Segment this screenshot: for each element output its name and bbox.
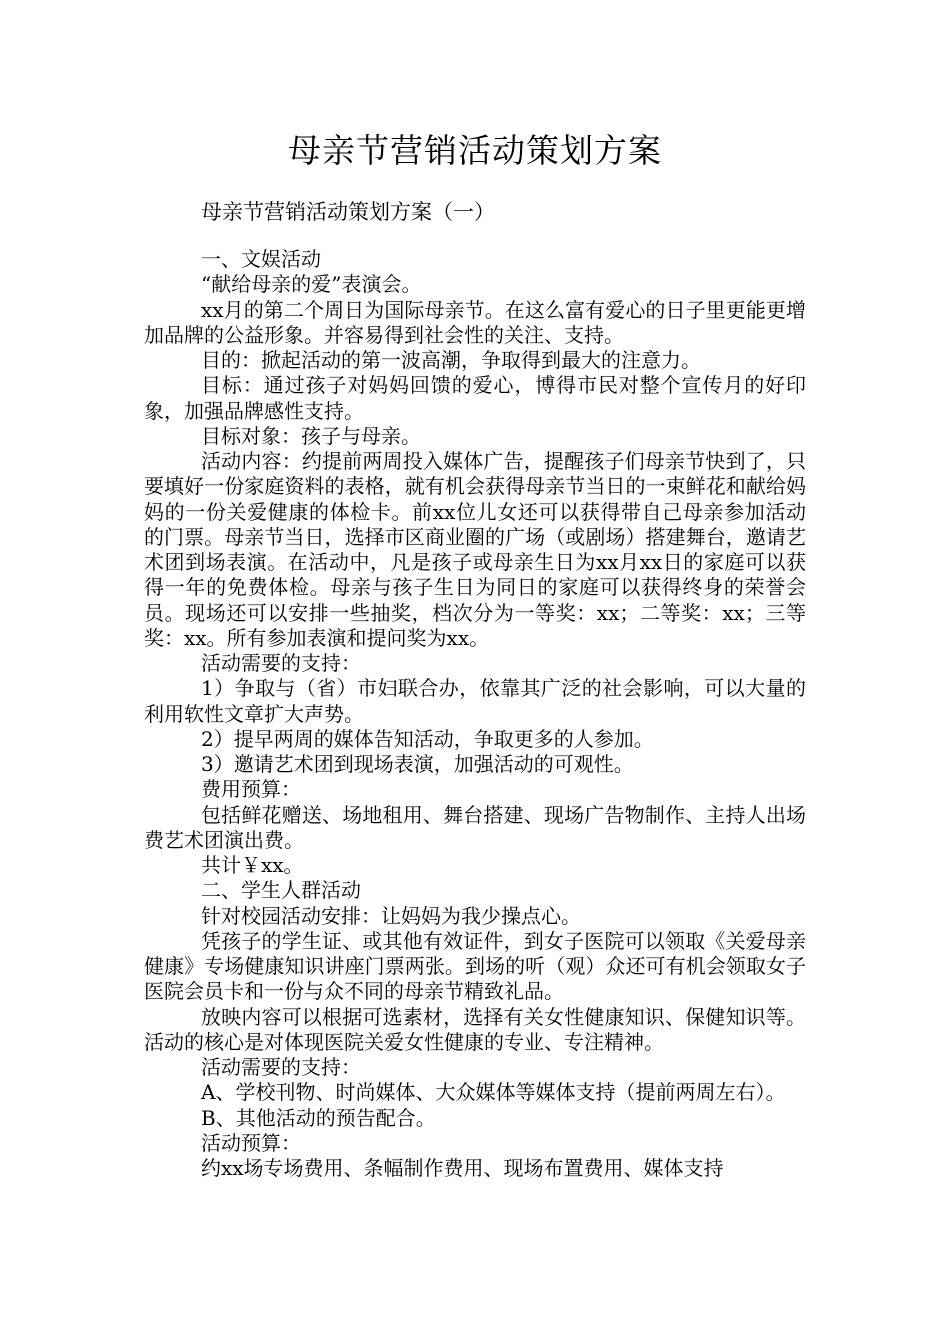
paragraph: xx月的第二个周日为国际母亲节。在这么富有爱心的日子里更能更增加品牌的公益形象。并容易得到社会性的关注、支持。 [144,297,806,347]
paragraph: 凭孩子的学生证、或其他有效证件，到女子医院可以领取《关爱母亲健康》专场健康知识讲座门票两张。到场的听（观）众还可有机会领取女子医院会员卡和一份与众不同的母亲节精致礼品。 [144,928,806,1004]
paragraph: 活动预算： [201,1130,301,1155]
paragraph: 共计￥xx。 [201,853,304,877]
paragraph: 3）邀请艺术团到现场表演，加强活动的可观性。 [201,752,634,776]
document-body [144,247,806,1181]
paragraph: 目的：掀起活动的第一波高潮，争取得到最大的注意力。 [201,348,701,372]
paragraph: 1）争取与（省）市妇联合办，依靠其广泛的社会影响，可以大量的利用软性文章扩大声势。 [144,676,806,726]
section-heading-students: 二、学生人群活动 [201,878,361,903]
paragraph: A、学校刊物、时尚媒体、大众媒体等媒体支持（提前两周左右）。 [201,1080,786,1105]
paragraph: 目标对象：孩子与母亲。 [201,423,421,448]
paragraph: 针对校园活动安排：让妈妈为我少操点心。 [201,903,581,928]
paragraph: 约xx场专场费用、条幅制作费用、现场布置费用、媒体支持 [201,1156,724,1180]
paragraph: 活动需要的支持： [201,1055,361,1079]
paragraph: 活动内容：约提前两周投入媒体广告，提醒孩子们母亲节快到了，只要填好一份家庭资料的表格，就有机会获得母亲节当日的一束鲜花和献给妈妈的一份关爱健康的体检卡。前xx位儿女还可以获得带自己母亲参加活动的门票。母亲节当日，选择市区商业圈的广场（或剧场）搭建舞台，邀请艺术团到场表演。在活动中，凡是孩子或母亲生日为xx月xx日的家庭可以获得一年的免费体检。母亲与孩子生日为同日的家庭可以获得终身的荣誉会员。现场还可以安排一些抽奖，档次分为一等奖：xx；二等奖：xx；三等奖：xx。所有参加表演和提问奖为xx。 [144,449,806,650]
document-subtitle: 母亲节营销活动策划方案（一） [201,200,495,224]
paragraph: 包括鲜花赠送、场地租用、舞台搭建、现场广告物制作、主持人出场费艺术团演出费。 [144,802,806,852]
paragraph: 活动需要的支持： [201,651,361,675]
paragraph: 费用预算： [201,777,301,802]
paragraph: 2）提早两周的媒体告知活动，争取更多的人参加。 [201,726,654,751]
paragraph: 目标：通过孩子对妈妈回馈的爱心，博得市民对整个宣传月的好印象，加强品牌感性支持。 [144,373,806,423]
document-title: 母亲节营销活动策划方案 [288,131,662,170]
section-heading-entertainment: 一、文娱活动 [201,247,321,271]
paragraph: B、其他活动的预告配合。 [201,1105,436,1130]
paragraph: “献给母亲的爱”表演会。 [201,272,422,297]
paragraph: 放映内容可以根据可选素材，选择有关女性健康知识、保健知识等。活动的核心是对体现医院关爱女性健康的专业、专注精神。 [144,1004,806,1054]
